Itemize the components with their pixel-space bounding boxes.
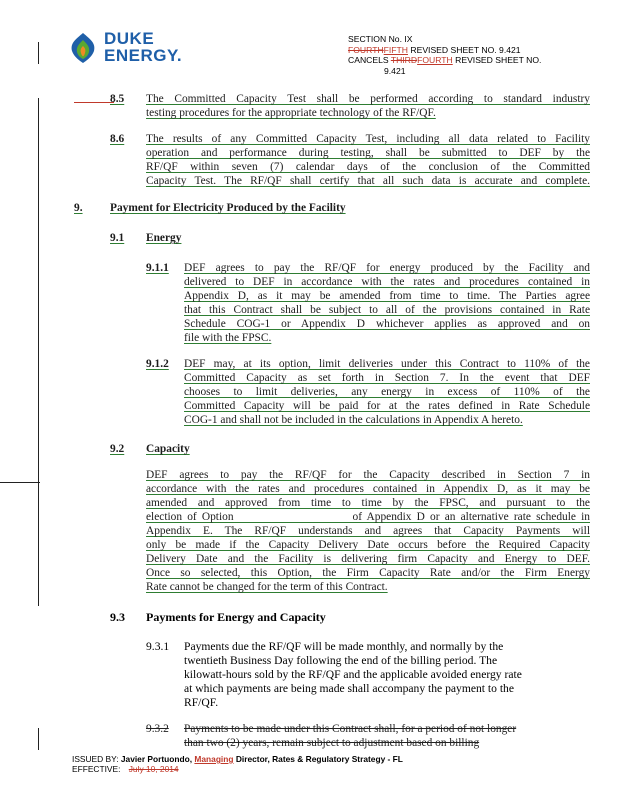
s912-line: DEF may, at its option, limit deliveries under this Contract to 110% of the bbox=[184, 358, 590, 370]
section-9-3-1-text bbox=[184, 640, 554, 710]
s85-line: testing procedures for the appropriate technology of the RF/QF. bbox=[146, 107, 436, 119]
s92-line: Delivery Date and the Facility is delivering firm Capacity and Energy to DEF. bbox=[146, 553, 590, 565]
footer bbox=[72, 754, 592, 774]
cancels-sheet-number: 9.421 bbox=[384, 65, 406, 76]
s912-line: Committed Capacity as set forth in Section 7. In the event that DEF bbox=[184, 372, 590, 384]
section-9-number: 9. bbox=[74, 202, 83, 214]
s931-line: kilowatt-hours sold by the RF/QF and the applicable avoided energy rate bbox=[184, 668, 522, 681]
s92-line: amended and approved from time to time by the FPSC, and pursuant to the bbox=[146, 497, 590, 509]
s932-line: Payments to be made under this Contract shall, for a period of not longer bbox=[184, 723, 517, 735]
section-9-1-number: 9.1 bbox=[110, 232, 125, 244]
effective-label: EFFECTIVE: bbox=[72, 764, 121, 774]
s911-line: Appendix D, as it may be amended from time to time. The Parties agree bbox=[184, 290, 590, 302]
logo-text-energy: ENERGY. bbox=[104, 46, 183, 65]
section-8-6-text bbox=[146, 132, 590, 188]
s931-line: RF/QF. bbox=[184, 696, 219, 709]
issued-name: Javier Portuondo, bbox=[120, 754, 193, 764]
change-mark-line-92 bbox=[0, 482, 40, 483]
revised-new: FIFTH bbox=[383, 44, 408, 55]
issued-label: ISSUED BY: bbox=[72, 754, 119, 764]
s92-line: Once so selected, this Option, the Firm Capacity Rate and/or the Firm Energy bbox=[146, 567, 590, 579]
s932-line: than two (2) years, remain subject to adjustment based on billing bbox=[184, 737, 480, 749]
s911-line: Schedule COG-1 or Appendix D whichever applies as approved and on bbox=[184, 318, 590, 330]
s85-line: The Committed Capacity Test shall be performed according to standard industry bbox=[146, 93, 590, 105]
section-9-3-2-number: 9.3.2 bbox=[146, 723, 169, 735]
s911-line: DEF agrees to pay the RF/QF for energy produced by the Facility and bbox=[184, 262, 590, 274]
s92-line: Rate cannot be changed for the term of this Contract. bbox=[146, 581, 388, 593]
s911-line: delivered to DEF in accordance with the rates and procedures contained in bbox=[184, 276, 590, 288]
section-9-1-1-text bbox=[184, 261, 590, 345]
s92-line: only be made if the Capacity Delivery Date occurs before the Required Capacity bbox=[146, 539, 590, 551]
change-mark-line bbox=[74, 102, 114, 103]
section-9-3-title: Payments for Energy and Capacity bbox=[146, 610, 326, 624]
section-9-1-2-text bbox=[184, 357, 590, 427]
cancels-prefix: CANCELS bbox=[348, 55, 389, 65]
s92-line: election of Option of Appendix D or an alternative rate schedule in bbox=[146, 511, 590, 523]
s86-line: The results of any Committed Capacity Test, including all data related to Facility bbox=[146, 133, 590, 145]
section-9-2-text bbox=[146, 468, 590, 594]
cancels-suffix: REVISED SHEET NO. bbox=[455, 55, 542, 65]
s912-line: Committed Capacity will be paid for at the rates defined in Rate Schedule bbox=[184, 400, 590, 412]
logo-text-duke: DUKE bbox=[104, 29, 155, 48]
section-9-1-1-number: 9.1.1 bbox=[146, 262, 169, 274]
section-8-5-text bbox=[146, 92, 590, 120]
cancels-line bbox=[348, 55, 598, 66]
s931-line: Payments due the RF/QF will be made monthly, and normally by the bbox=[184, 640, 504, 653]
effective-line bbox=[72, 764, 592, 774]
issued-title-rest: Director, Rates & Regulatory Strategy - FL bbox=[235, 754, 403, 764]
duke-energy-flame-icon bbox=[66, 31, 100, 65]
sheet-header bbox=[348, 34, 598, 76]
revised-suffix: REVISED SHEET NO. 9.421 bbox=[410, 44, 521, 55]
issued-title-new: Managing bbox=[194, 754, 234, 764]
section-8-5-number: 8.5 bbox=[110, 93, 125, 105]
section-9-3-number: 9.3 bbox=[110, 610, 125, 624]
section-9-1-2-number: 9.1.2 bbox=[146, 358, 169, 370]
issued-by-line bbox=[72, 754, 592, 764]
s911-line: that this Contract shall be subject to all of the provisions contained in Rate bbox=[184, 304, 590, 316]
revised-sheet-line bbox=[348, 45, 598, 56]
s92-line: DEF agrees to pay the RF/QF for the Capacity described in Section 7 in bbox=[146, 469, 590, 481]
s912-line: chooses to limit deliveries, any energy in excess of 110% of the bbox=[184, 386, 590, 398]
change-bar-top bbox=[38, 42, 39, 64]
section-9-title: Payment for Electricity Produced by the Facility bbox=[110, 202, 346, 214]
section-9-3-1-number: 9.3.1 bbox=[146, 640, 170, 653]
section-9-1-title: Energy bbox=[146, 232, 182, 244]
change-bar-left-main bbox=[38, 98, 39, 606]
section-9-2-number: 9.2 bbox=[110, 443, 125, 455]
s911-line: file with the FPSC. bbox=[184, 332, 272, 344]
section-number: SECTION No. IX bbox=[348, 34, 413, 44]
revised-old: FOURTH bbox=[348, 44, 384, 55]
s86-line: Capacity Test. The RF/QF shall certify that all such data is accurate and complete. bbox=[146, 175, 590, 187]
duke-energy-logo bbox=[66, 28, 186, 68]
s92-line: Appendix E. The RF/QF understands and agrees that Capacity Payments will bbox=[146, 525, 590, 537]
s92-line: accordance with the rates and procedures contained in Appendix D, as it may be bbox=[146, 483, 590, 495]
section-9-2-title: Capacity bbox=[146, 443, 190, 455]
cancels-old: THIRD bbox=[390, 55, 418, 65]
section-9-3-2-text bbox=[184, 722, 590, 750]
section-8-6-number: 8.6 bbox=[110, 133, 125, 145]
s912-line: COG-1 and shall not be included in the calculations in Appendix A hereto. bbox=[184, 414, 523, 426]
s86-line: RF/QF within seven (7) calendar days of the conclusion of the Committed bbox=[146, 161, 590, 173]
cancels-new: FOURTH bbox=[417, 55, 453, 65]
effective-date: July 10, 2014 bbox=[128, 764, 179, 774]
change-bar-bottom bbox=[38, 728, 39, 750]
s931-line: twentieth Business Day following the end of the billing period. The bbox=[184, 654, 498, 667]
s931-line: at which payments are being made shall accompany the payment to the bbox=[184, 682, 514, 695]
s86-line: operation and performance during testing, shall be submitted to DEF by the bbox=[146, 147, 590, 159]
